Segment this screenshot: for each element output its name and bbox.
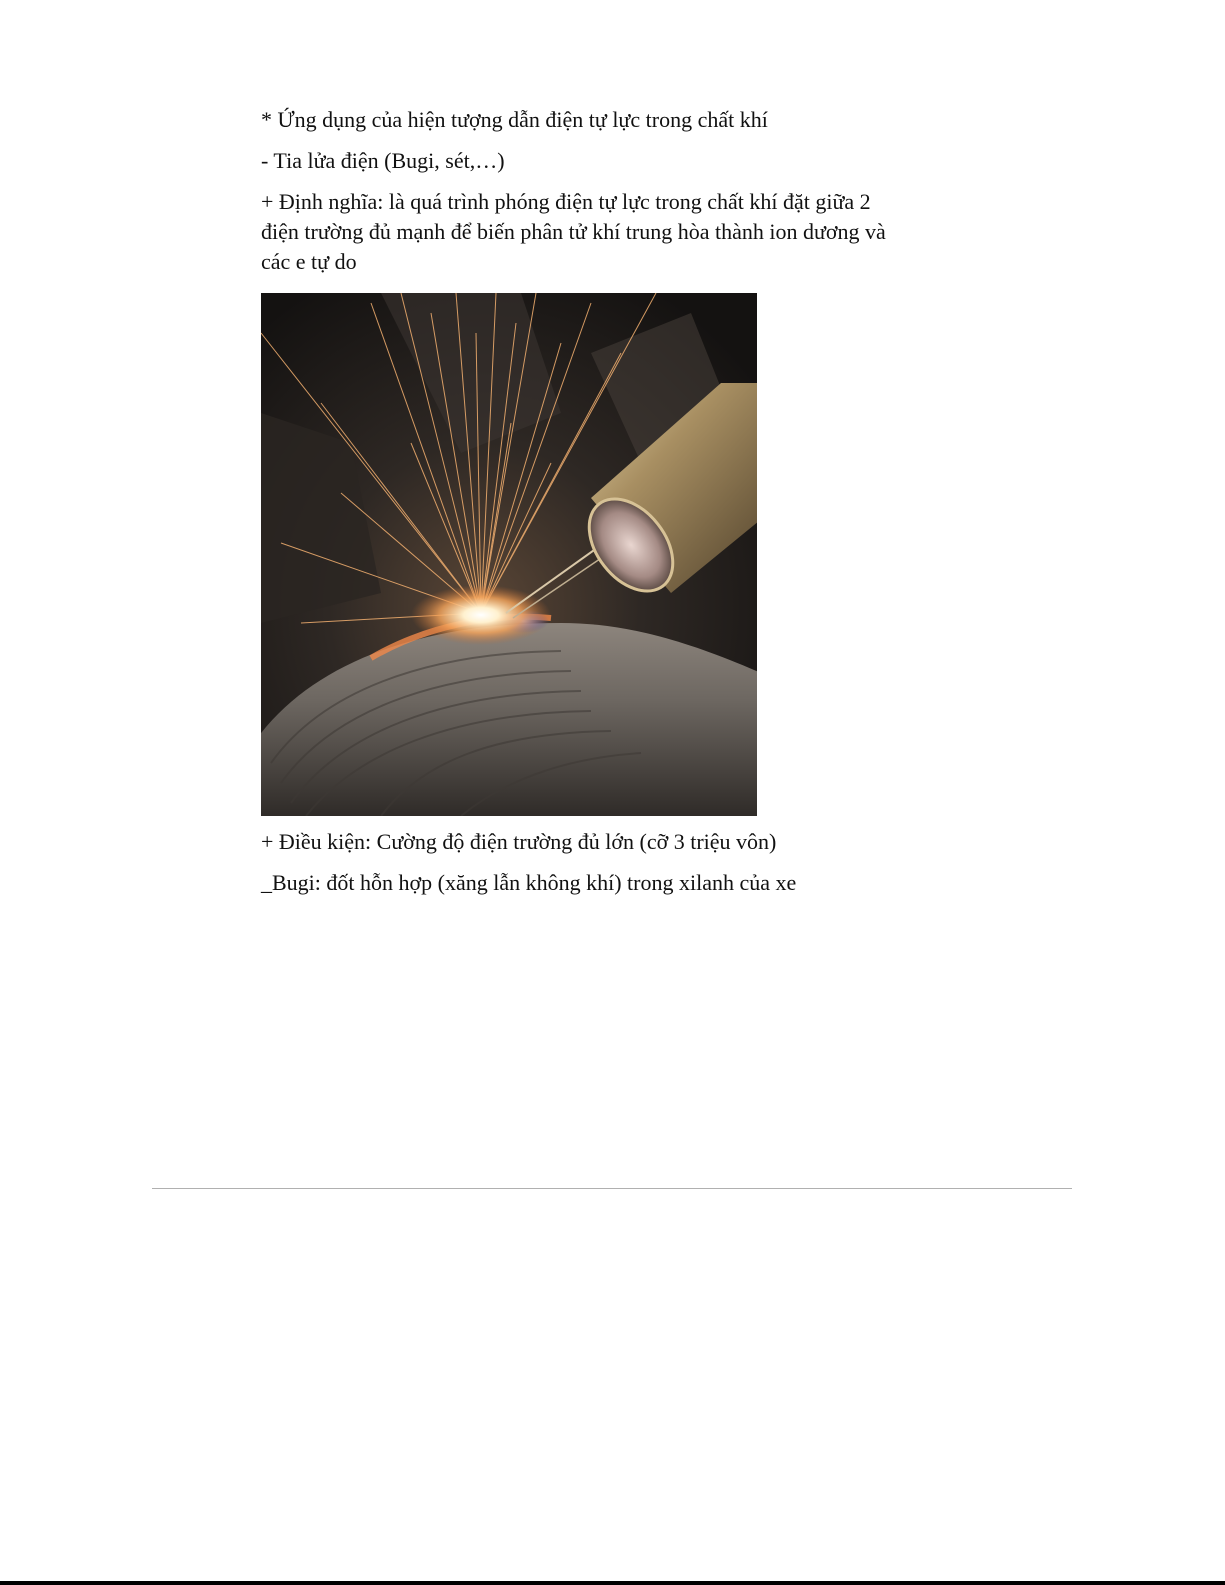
hot-spark-core — [411, 585, 551, 645]
condition-line: + Điều kiện: Cường độ điện trường đủ lớn (cỡ 3 triệu vôn) — [261, 829, 777, 854]
document-body-continued — [261, 827, 961, 898]
welding-spark-photo — [261, 293, 757, 816]
section-heading: * Ứng dụng của hiện tượng dẫn điện tự lực trong chất khí — [261, 107, 768, 132]
list-item-spark: - Tia lửa điện (Bugi, sét,…) — [261, 148, 505, 173]
document-body — [261, 105, 961, 277]
bottom-edge-bar — [0, 1581, 1225, 1585]
page-divider — [152, 1188, 1072, 1189]
definition-line-2: điện trường đủ mạnh để biến phân tử khí trung hòa thành ion dương và — [261, 219, 886, 244]
spark-plug-line: _Bugi: đốt hỗn hợp (xăng lẫn không khí) trong xilanh của xe — [261, 870, 797, 895]
definition-line-3: các e tự do — [261, 249, 357, 274]
definition-line-1: + Định nghĩa: là quá trình phóng điện tự lực trong chất khí đặt giữa 2 — [261, 189, 871, 214]
